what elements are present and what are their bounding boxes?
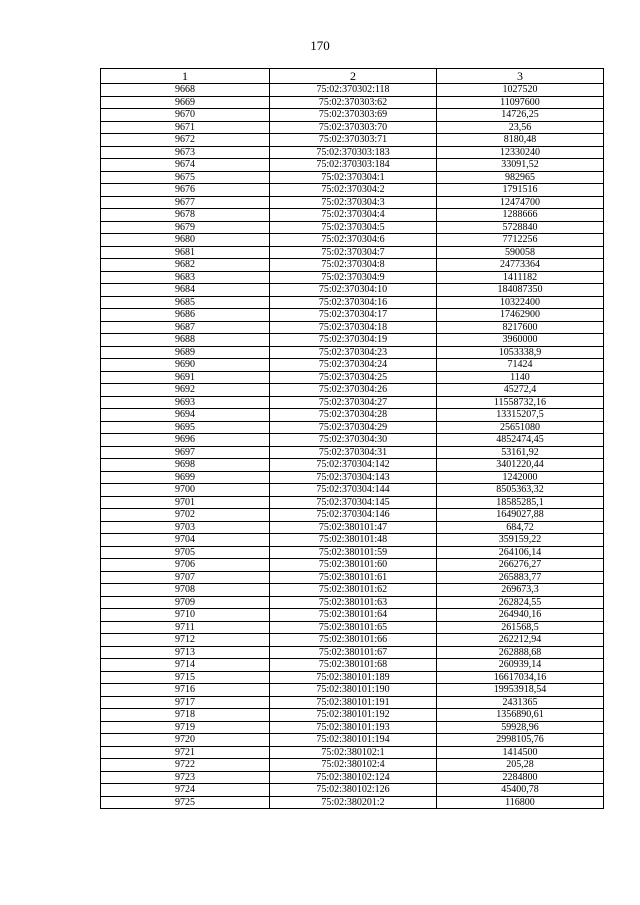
cadastral-number-cell: 75:02:370304:23	[270, 346, 437, 359]
cadastral-number-cell: 75:02:380102:1	[270, 746, 437, 759]
cadastral-number-cell: 75:02:380101:64	[270, 609, 437, 622]
table-header-row	[101, 69, 604, 84]
table-row	[101, 646, 604, 659]
value-cell: 71424	[437, 359, 604, 372]
table-row	[101, 484, 604, 497]
row-number-cell: 9710	[101, 609, 270, 622]
value-cell: 12330240	[437, 146, 604, 159]
row-number-cell: 9702	[101, 509, 270, 522]
table-row	[101, 271, 604, 284]
row-number-cell: 9681	[101, 246, 270, 259]
value-cell: 262212,94	[437, 634, 604, 647]
row-number-cell: 9695	[101, 421, 270, 434]
value-cell: 13315207,5	[437, 409, 604, 422]
value-cell: 184087350	[437, 284, 604, 297]
row-number-cell: 9719	[101, 721, 270, 734]
cadastral-number-cell: 75:02:380101:59	[270, 546, 437, 559]
table-row	[101, 134, 604, 147]
row-number-cell: 9712	[101, 634, 270, 647]
table-row	[101, 546, 604, 559]
cadastral-number-cell: 75:02:380101:60	[270, 559, 437, 572]
value-cell: 205,28	[437, 759, 604, 772]
value-cell: 1414500	[437, 746, 604, 759]
table-row	[101, 684, 604, 697]
value-cell: 266276,27	[437, 559, 604, 572]
row-number-cell: 9687	[101, 321, 270, 334]
value-cell: 982965	[437, 171, 604, 184]
data-table	[100, 68, 604, 809]
value-cell: 45400,78	[437, 784, 604, 797]
value-cell: 33091,52	[437, 159, 604, 172]
table-row	[101, 746, 604, 759]
row-number-cell: 9714	[101, 659, 270, 672]
value-cell: 45272,4	[437, 384, 604, 397]
row-number-cell: 9669	[101, 96, 270, 109]
cadastral-number-cell: 75:02:370304:17	[270, 309, 437, 322]
value-cell: 1356890,61	[437, 709, 604, 722]
table-row	[101, 771, 604, 784]
value-cell: 264940,16	[437, 609, 604, 622]
table-row	[101, 734, 604, 747]
row-number-cell: 9686	[101, 309, 270, 322]
row-number-cell: 9683	[101, 271, 270, 284]
table-row	[101, 659, 604, 672]
row-number-cell: 9709	[101, 596, 270, 609]
table-row	[101, 759, 604, 772]
value-cell: 1027520	[437, 84, 604, 97]
table-row	[101, 796, 604, 809]
cadastral-number-cell: 75:02:370304:29	[270, 421, 437, 434]
cadastral-number-cell: 75:02:380101:48	[270, 534, 437, 547]
table-row	[101, 209, 604, 222]
table-row	[101, 334, 604, 347]
table-row	[101, 359, 604, 372]
value-cell: 1791516	[437, 184, 604, 197]
cadastral-number-cell: 75:02:370304:8	[270, 259, 437, 272]
table-body	[101, 84, 604, 809]
row-number-cell: 9668	[101, 84, 270, 97]
value-cell: 684,72	[437, 521, 604, 534]
value-cell: 19953918,54	[437, 684, 604, 697]
row-number-cell: 9670	[101, 109, 270, 122]
table-row	[101, 621, 604, 634]
row-number-cell: 9691	[101, 371, 270, 384]
cadastral-number-cell: 75:02:370304:2	[270, 184, 437, 197]
table-row	[101, 696, 604, 709]
row-number-cell: 9679	[101, 221, 270, 234]
row-number-cell: 9673	[101, 146, 270, 159]
value-cell: 1288666	[437, 209, 604, 222]
cadastral-number-cell: 75:02:370302:118	[270, 84, 437, 97]
table-row	[101, 259, 604, 272]
cadastral-number-cell: 75:02:370304:18	[270, 321, 437, 334]
cadastral-number-cell: 75:02:370303:183	[270, 146, 437, 159]
table-row	[101, 784, 604, 797]
cadastral-number-cell: 75:02:380101:193	[270, 721, 437, 734]
value-cell: 16617034,16	[437, 671, 604, 684]
value-cell: 14726,25	[437, 109, 604, 122]
cadastral-number-cell: 75:02:380101:67	[270, 646, 437, 659]
cadastral-number-cell: 75:02:380101:191	[270, 696, 437, 709]
table-row	[101, 146, 604, 159]
row-number-cell: 9722	[101, 759, 270, 772]
table-row	[101, 721, 604, 734]
value-cell: 8505363,32	[437, 484, 604, 497]
table-row	[101, 171, 604, 184]
row-number-cell: 9688	[101, 334, 270, 347]
cadastral-number-cell: 75:02:370304:25	[270, 371, 437, 384]
cadastral-number-cell: 75:02:370304:19	[270, 334, 437, 347]
table-row	[101, 434, 604, 447]
cadastral-number-cell: 75:02:380101:189	[270, 671, 437, 684]
value-cell: 8217600	[437, 321, 604, 334]
value-cell: 2431365	[437, 696, 604, 709]
cadastral-number-cell: 75:02:370304:6	[270, 234, 437, 247]
table-row	[101, 159, 604, 172]
cadastral-number-cell: 75:02:370304:10	[270, 284, 437, 297]
value-cell: 25651080	[437, 421, 604, 434]
row-number-cell: 9672	[101, 134, 270, 147]
value-cell: 3401220,44	[437, 459, 604, 472]
value-cell: 1053338,9	[437, 346, 604, 359]
table-row	[101, 234, 604, 247]
row-number-cell: 9715	[101, 671, 270, 684]
row-number-cell: 9701	[101, 496, 270, 509]
value-cell: 262888,68	[437, 646, 604, 659]
table-row	[101, 384, 604, 397]
cadastral-number-cell: 75:02:370303:71	[270, 134, 437, 147]
table-row	[101, 246, 604, 259]
cadastral-number-cell: 75:02:370304:28	[270, 409, 437, 422]
cadastral-number-cell: 75:02:370303:69	[270, 109, 437, 122]
table-row	[101, 109, 604, 122]
table-row	[101, 421, 604, 434]
table-row	[101, 671, 604, 684]
cadastral-number-cell: 75:02:380101:190	[270, 684, 437, 697]
value-cell: 7712256	[437, 234, 604, 247]
cadastral-number-cell: 75:02:370304:26	[270, 384, 437, 397]
table-row	[101, 496, 604, 509]
value-cell: 5728840	[437, 221, 604, 234]
table-row	[101, 96, 604, 109]
cadastral-number-cell: 75:02:370304:146	[270, 509, 437, 522]
value-cell: 261568,5	[437, 621, 604, 634]
row-number-cell: 9693	[101, 396, 270, 409]
cadastral-number-cell: 75:02:370304:4	[270, 209, 437, 222]
table-row	[101, 321, 604, 334]
table-row	[101, 459, 604, 472]
cadastral-number-cell: 75:02:380102:126	[270, 784, 437, 797]
cadastral-number-cell: 75:02:380101:66	[270, 634, 437, 647]
row-number-cell: 9700	[101, 484, 270, 497]
value-cell: 18585285,1	[437, 496, 604, 509]
row-number-cell: 9724	[101, 784, 270, 797]
row-number-cell: 9723	[101, 771, 270, 784]
table-row	[101, 409, 604, 422]
table-row	[101, 184, 604, 197]
value-cell: 59928,96	[437, 721, 604, 734]
row-number-cell: 9713	[101, 646, 270, 659]
value-cell: 1411182	[437, 271, 604, 284]
row-number-cell: 9690	[101, 359, 270, 372]
table-row	[101, 559, 604, 572]
cadastral-number-cell: 75:02:370304:3	[270, 196, 437, 209]
row-number-cell: 9708	[101, 584, 270, 597]
value-cell: 24773364	[437, 259, 604, 272]
value-cell: 1649027,88	[437, 509, 604, 522]
row-number-cell: 9711	[101, 621, 270, 634]
row-number-cell: 9689	[101, 346, 270, 359]
row-number-cell: 9674	[101, 159, 270, 172]
value-cell: 4852474,45	[437, 434, 604, 447]
row-number-cell: 9725	[101, 796, 270, 809]
value-cell: 10322400	[437, 296, 604, 309]
value-cell: 12474700	[437, 196, 604, 209]
cadastral-number-cell: 75:02:370304:16	[270, 296, 437, 309]
table-row	[101, 584, 604, 597]
row-number-cell: 9676	[101, 184, 270, 197]
table-row	[101, 221, 604, 234]
table-row	[101, 296, 604, 309]
page-number: 170	[310, 38, 330, 53]
table-row	[101, 596, 604, 609]
value-cell: 590058	[437, 246, 604, 259]
value-cell: 262824,55	[437, 596, 604, 609]
row-number-cell: 9675	[101, 171, 270, 184]
row-number-cell: 9717	[101, 696, 270, 709]
row-number-cell: 9721	[101, 746, 270, 759]
cadastral-number-cell: 75:02:380102:124	[270, 771, 437, 784]
row-number-cell: 9685	[101, 296, 270, 309]
cadastral-number-cell: 75:02:380101:68	[270, 659, 437, 672]
cadastral-number-cell: 75:02:380101:194	[270, 734, 437, 747]
value-cell: 264106,14	[437, 546, 604, 559]
table-row	[101, 309, 604, 322]
value-cell: 359159,22	[437, 534, 604, 547]
cadastral-number-cell: 75:02:370304:1	[270, 171, 437, 184]
column-header-1: 1	[101, 69, 270, 84]
table-row	[101, 346, 604, 359]
table-row	[101, 509, 604, 522]
row-number-cell: 9677	[101, 196, 270, 209]
row-number-cell: 9697	[101, 446, 270, 459]
cadastral-number-cell: 75:02:370304:27	[270, 396, 437, 409]
table-row	[101, 446, 604, 459]
cadastral-number-cell: 75:02:370304:31	[270, 446, 437, 459]
table-row	[101, 84, 604, 97]
table-row	[101, 196, 604, 209]
value-cell: 2998105,76	[437, 734, 604, 747]
value-cell: 2284800	[437, 771, 604, 784]
row-number-cell: 9706	[101, 559, 270, 572]
cadastral-number-cell: 75:02:370304:144	[270, 484, 437, 497]
cadastral-number-cell: 75:02:380101:62	[270, 584, 437, 597]
value-cell: 11558732,16	[437, 396, 604, 409]
cadastral-number-cell: 75:02:380101:65	[270, 621, 437, 634]
table-row	[101, 709, 604, 722]
cadastral-number-cell: 75:02:370304:143	[270, 471, 437, 484]
value-cell: 116800	[437, 796, 604, 809]
value-cell: 23,56	[437, 121, 604, 134]
cadastral-number-cell: 75:02:370303:70	[270, 121, 437, 134]
cadastral-number-cell: 75:02:370303:184	[270, 159, 437, 172]
value-cell: 1242000	[437, 471, 604, 484]
cadastral-number-cell: 75:02:380101:47	[270, 521, 437, 534]
row-number-cell: 9684	[101, 284, 270, 297]
row-number-cell: 9694	[101, 409, 270, 422]
row-number-cell: 9682	[101, 259, 270, 272]
table-row	[101, 634, 604, 647]
table-row	[101, 521, 604, 534]
value-cell: 269673,3	[437, 584, 604, 597]
row-number-cell: 9707	[101, 571, 270, 584]
row-number-cell: 9680	[101, 234, 270, 247]
value-cell: 265883,77	[437, 571, 604, 584]
cadastral-number-cell: 75:02:370304:24	[270, 359, 437, 372]
column-header-3: 3	[437, 69, 604, 84]
table-row	[101, 121, 604, 134]
row-number-cell: 9720	[101, 734, 270, 747]
value-cell: 17462900	[437, 309, 604, 322]
row-number-cell: 9696	[101, 434, 270, 447]
row-number-cell: 9692	[101, 384, 270, 397]
table-row	[101, 571, 604, 584]
table-row	[101, 471, 604, 484]
row-number-cell: 9716	[101, 684, 270, 697]
cadastral-number-cell: 75:02:370304:7	[270, 246, 437, 259]
row-number-cell: 9705	[101, 546, 270, 559]
cadastral-number-cell: 75:02:370303:62	[270, 96, 437, 109]
cadastral-number-cell: 75:02:370304:5	[270, 221, 437, 234]
value-cell: 53161,92	[437, 446, 604, 459]
table-row	[101, 534, 604, 547]
cadastral-number-cell: 75:02:370304:145	[270, 496, 437, 509]
table-row	[101, 284, 604, 297]
cadastral-number-cell: 75:02:370304:9	[270, 271, 437, 284]
row-number-cell: 9671	[101, 121, 270, 134]
table-row	[101, 396, 604, 409]
value-cell: 3960000	[437, 334, 604, 347]
row-number-cell: 9698	[101, 459, 270, 472]
cadastral-number-cell: 75:02:380102:4	[270, 759, 437, 772]
row-number-cell: 9703	[101, 521, 270, 534]
value-cell: 11097600	[437, 96, 604, 109]
column-header-2: 2	[270, 69, 437, 84]
cadastral-number-cell: 75:02:380201:2	[270, 796, 437, 809]
cadastral-number-cell: 75:02:370304:30	[270, 434, 437, 447]
value-cell: 260939,14	[437, 659, 604, 672]
row-number-cell: 9678	[101, 209, 270, 222]
table-row	[101, 609, 604, 622]
cadastral-number-cell: 75:02:380101:63	[270, 596, 437, 609]
cadastral-number-cell: 75:02:380101:61	[270, 571, 437, 584]
row-number-cell: 9704	[101, 534, 270, 547]
value-cell: 8180,48	[437, 134, 604, 147]
table-row	[101, 371, 604, 384]
row-number-cell: 9718	[101, 709, 270, 722]
value-cell: 1140	[437, 371, 604, 384]
row-number-cell: 9699	[101, 471, 270, 484]
cadastral-number-cell: 75:02:380101:192	[270, 709, 437, 722]
cadastral-number-cell: 75:02:370304:142	[270, 459, 437, 472]
